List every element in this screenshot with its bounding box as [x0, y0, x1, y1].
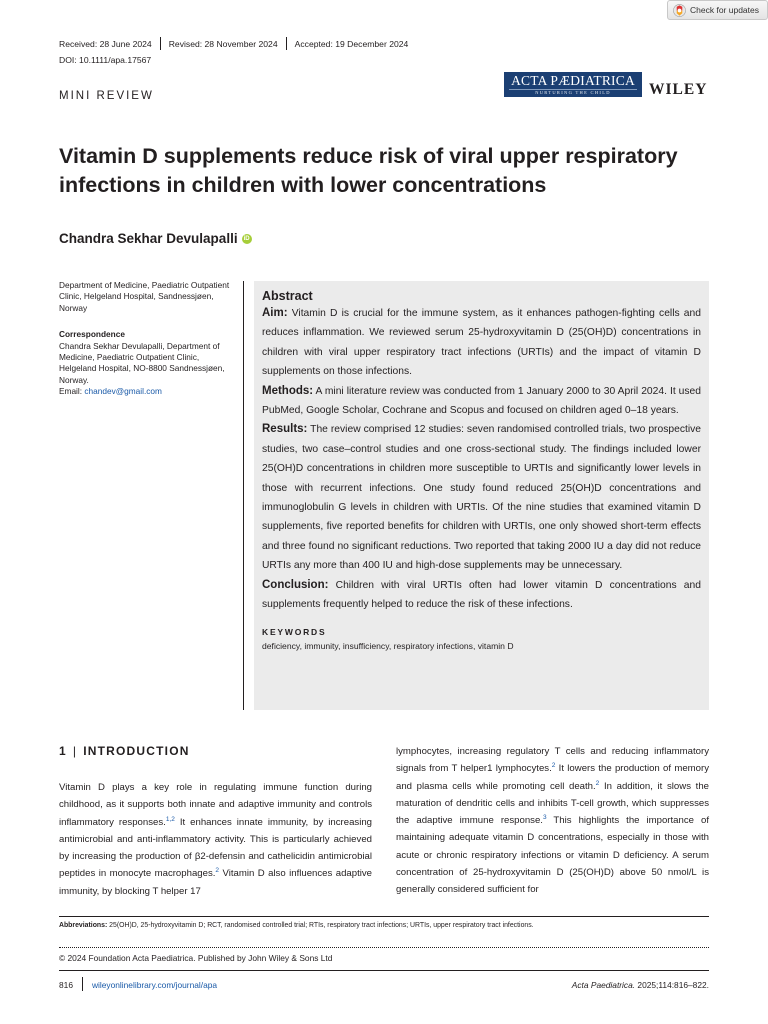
- conclusion-label: Conclusion:: [262, 578, 329, 591]
- abstract-conclusion: [262, 576, 701, 615]
- crossmark-icon: [673, 4, 686, 17]
- check-for-updates-label: Check for updates: [690, 5, 759, 15]
- reference-link[interactable]: 2: [595, 779, 600, 787]
- section-number: 1: [59, 744, 67, 758]
- divider: [160, 37, 161, 50]
- copyright: © 2024 Foundation Acta Paediatrica. Published by John Wiley & Sons Ltd: [59, 953, 333, 963]
- reference-link[interactable]: 2: [551, 762, 556, 770]
- article-type: MINI REVIEW: [59, 90, 154, 102]
- dotted-rule: [59, 947, 709, 948]
- reference-link[interactable]: 1,2: [165, 815, 175, 823]
- abbreviations-label: Abbreviations:: [59, 922, 108, 929]
- affiliation-column: [59, 280, 237, 398]
- abbreviations: [59, 922, 709, 929]
- abstract-results: [262, 420, 701, 575]
- footer-rule: [59, 970, 709, 971]
- check-for-updates-button[interactable]: [667, 0, 768, 20]
- abstract-heading: Abstract: [262, 289, 313, 303]
- citation: [572, 980, 709, 990]
- journal-logo-name: ACTA PÆDIATRICA: [511, 73, 635, 88]
- abstract-aim: [262, 304, 701, 382]
- section-title: INTRODUCTION: [83, 744, 190, 758]
- article-dates: [59, 37, 408, 50]
- author-line: [59, 231, 252, 246]
- journal-name: Acta Paediatrica.: [571, 980, 636, 990]
- email-label: Email:: [59, 386, 85, 397]
- column-divider: [243, 281, 244, 710]
- doi: DOI: 10.1111/apa.17567: [59, 55, 152, 65]
- publisher-logo: WILEY: [649, 81, 708, 98]
- received-date: Received: 28 June 2024: [59, 38, 152, 49]
- abstract-box: [254, 281, 709, 710]
- reference-link[interactable]: 2: [215, 867, 220, 875]
- page-number: 816: [59, 980, 73, 990]
- footer-divider: [82, 977, 83, 991]
- keywords-heading: KEYWORDS: [262, 626, 327, 637]
- methods-label: Methods:: [262, 384, 314, 397]
- correspondence-address: Chandra Sekhar Devulapalli, Department of Medicine, Paediatric Outpatient Clinic, Helgeland Hospital, NO-8800 Sandnessjøen, Norway.: [59, 340, 225, 385]
- methods-text: A mini literature review was conducted from 1 January 2000 to 30 April 2024. It used PubMed, Google Scholar, Cochrane and Scopus and focused on children aged 0–18 years.: [262, 385, 701, 417]
- section-divider: |: [72, 744, 78, 758]
- correspondence: [59, 329, 237, 397]
- abstract-methods: [262, 382, 701, 421]
- text-run: It enhances innate immunity, by increasing antimicrobial and anti-inflammatory activity. This is particularly achieved by increasing the production of β2-defensin and cathelicidin antimicrobial peptides in monocyte macrophages.: [59, 816, 373, 880]
- footnote-rule: [59, 916, 709, 917]
- text-run: In addition, it slows the maturation of dendritic cells and inhibits T-cell growth, which suppresses the adaptive immune response.: [396, 780, 709, 827]
- results-text: The review comprised 12 studies: seven randomised controlled trials, two prospective studies, two case–control studies and one cross-sectional study. The findings included lower 25(OH)D concentrations in children more susceptible to URTIs and significantly lower levels in those with recurrent infections. One study found reduced 25(OH)D concentrations and immunoglobulin G levels in children with URTIs. Of the nine studies that examined vitamin D supplements, five reported benefits for children with URTIs, one only showed short-term effects and three found no significant reductions. Two reported that taking 2000 IU a day did not reduce URTIs any more than 400 IU and high-dose supplements may be unnecessary.: [262, 424, 701, 572]
- abbreviations-text: 25(OH)D, 25-hydroxyvitamin D; RCT, randomised controlled trial; RTIs, respiratory tract infections; URTIs, upper respiratory tract infections.: [107, 922, 534, 929]
- reference-link[interactable]: 3: [542, 814, 547, 822]
- aim-text: Vitamin D is crucial for the immune system, as it enhances pathogen-fighting cells and reduces inflammation. We reviewed serum 25-hydroxyvitamin D (25(OH)D) concentrations in children with viral upper respiratory tract infections (URTIs) and the impact of vitamin D supplements on those infections.: [262, 308, 701, 378]
- section-heading: [59, 744, 190, 758]
- text-run: Vitamin D also influences adaptive immunity, by blocking T helper 17: [59, 868, 372, 897]
- article-title: Vitamin D supplements reduce risk of viral upper respiratory infections in children with lower concentrations: [59, 144, 678, 197]
- text-run: It lowers the production of memory and plasma cells while promoting cell death.: [396, 763, 709, 792]
- results-label: Results:: [262, 423, 308, 436]
- correspondence-email: [59, 386, 237, 397]
- journal-url-link[interactable]: wileyonlinelibrary.com/journal/apa: [92, 980, 218, 990]
- keywords: deficiency, immunity, insufficiency, respiratory infections, vitamin D: [262, 640, 514, 651]
- accepted-date: Accepted: 19 December 2024: [294, 38, 409, 49]
- intro-paragraph-left: [59, 779, 372, 900]
- conclusion-text: Children with viral URTIs often had lower vitamin D concentrations and supplements frequently helped to reduce the risk of these infections.: [262, 579, 701, 611]
- journal-logo-tagline: NURTURING THE CHILD: [509, 89, 637, 96]
- citation-details: 2025;114:816–822.: [635, 980, 709, 990]
- intro-paragraph-right: [396, 743, 709, 899]
- affiliation: Department of Medicine, Paediatric Outpatient Clinic, Helgeland Hospital, Sandnessjøen, Norway: [59, 280, 230, 313]
- text-run: Vitamin D plays a key role in regulating immune function during childhood, as it supports both innate and adaptive immunity and controls inflammatory responses.: [59, 782, 372, 828]
- correspondence-heading: Correspondence: [59, 329, 125, 340]
- text-run: This highlights the importance of maintaining adequate vitamin D concentrations, especially in those with acute or chronic respiratory infections or vitamin D deficiency. A serum concentration of 25-hydroxyvitamin D (25(OH)D) above 50 nmol/L is generally considered sufficient for: [396, 815, 710, 896]
- text-run: lymphocytes, increasing regulatory T cells and reducing inflammatory signals from T helper1 lymphocytes.: [396, 746, 709, 775]
- author-name: Chandra Sekhar Devulapalli: [59, 231, 238, 246]
- aim-label: Aim:: [262, 307, 288, 319]
- email-link[interactable]: chandev@gmail.com: [84, 386, 162, 397]
- orcid-icon[interactable]: iD: [243, 235, 250, 242]
- revised-date: Revised: 28 November 2024: [168, 38, 278, 49]
- divider: [286, 37, 287, 50]
- journal-logo: [504, 72, 642, 97]
